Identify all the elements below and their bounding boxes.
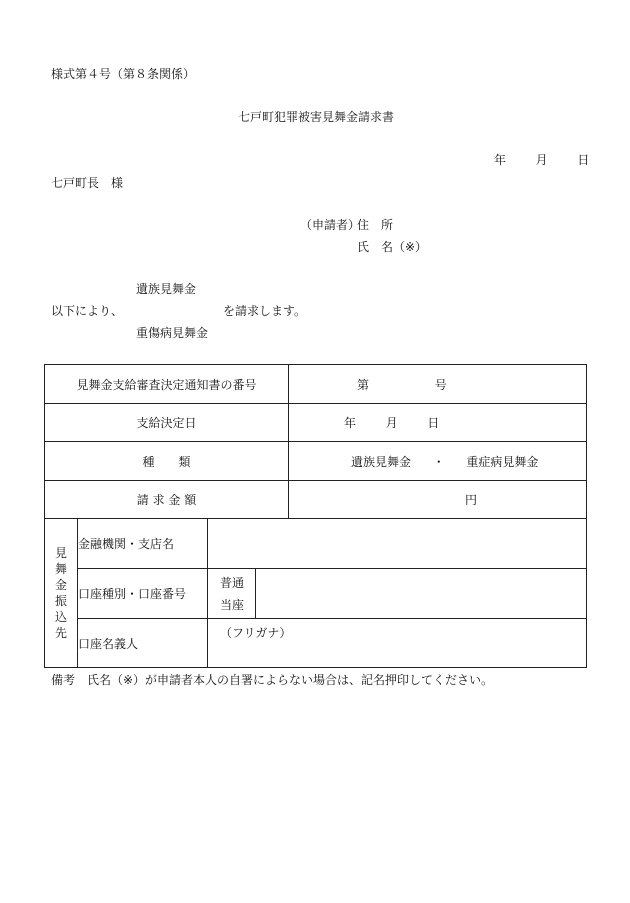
table-row-bank-institution [45, 519, 587, 569]
applicant-address-label: 住 所 [357, 218, 394, 232]
table-row-type [45, 442, 587, 481]
table-row-notice-number [45, 365, 587, 404]
side-char: 先 [54, 626, 67, 640]
request-prefix: 以下により、 [51, 304, 124, 318]
side-char: 込 [54, 610, 67, 624]
application-table [44, 364, 587, 668]
holder-label: 口座名義人 [78, 619, 208, 668]
request-option-bereaved: 遺族見舞金 [136, 282, 197, 296]
date-day: 日 [577, 153, 590, 167]
amount-label: 請 求 金 額 [45, 481, 289, 519]
account-type-cell[interactable] [208, 569, 256, 619]
type-value[interactable] [289, 442, 587, 481]
date-line [494, 154, 589, 166]
table-row-bank-account [45, 569, 587, 619]
side-char: 振 [54, 594, 67, 608]
notice-number-suffix: 号 [434, 377, 447, 392]
decision-date-value[interactable] [289, 404, 587, 442]
holder-value[interactable] [208, 619, 587, 668]
account-number-value[interactable] [256, 569, 587, 619]
notice-number-prefix: 第 [357, 377, 370, 392]
bank-transfer-side-label [45, 519, 78, 668]
date-month: 月 [535, 153, 548, 167]
decision-month: 月 [385, 416, 398, 430]
account-label: 口座種別・口座番号 [78, 569, 208, 619]
decision-date-label: 支給決定日 [45, 404, 289, 442]
side-char: 金 [54, 578, 67, 592]
request-option-injury: 重傷病見舞金 [136, 326, 209, 340]
type-option-injury[interactable]: 重症病見舞金 [466, 454, 539, 469]
side-char: 見 [54, 546, 67, 560]
amount-value[interactable] [289, 481, 587, 519]
addressee: 七戸町長 様 [51, 176, 124, 190]
decision-day: 日 [427, 416, 440, 430]
notice-number-value[interactable] [289, 365, 587, 404]
form-title: 七戸町犯罪被害見舞金請求書 [238, 110, 395, 124]
type-label: 種 類 [45, 442, 289, 481]
notice-number-label: 見舞金支給審査決定通知書の番号 [45, 365, 289, 404]
date-year: 年 [494, 153, 507, 167]
form-number: 様式第４号（第８条関係） [51, 67, 196, 81]
table-row-amount [45, 481, 587, 519]
remarks-note: 備考 氏名（※）が申請者本人の自署によらない場合は、記名押印してください。 [51, 673, 494, 687]
side-char: 舞 [54, 562, 67, 576]
decision-year: 年 [344, 416, 357, 430]
account-type-ordinary[interactable]: 普通 [220, 575, 245, 590]
account-type-checking[interactable]: 当座 [220, 597, 245, 612]
type-option-bereaved[interactable]: 遺族見舞金 [351, 454, 412, 469]
furigana-label: （フリガナ） [220, 626, 292, 640]
type-separator: ・ [432, 454, 445, 469]
table-row-decision-date [45, 404, 587, 442]
request-suffix: を請求します。 [223, 304, 307, 318]
applicant-name-label: 氏 名（※） [357, 240, 428, 254]
institution-value[interactable] [208, 519, 587, 569]
institution-label: 金融機関・支店名 [78, 519, 208, 569]
table-row-bank-holder [45, 619, 587, 668]
amount-unit: 円 [465, 493, 478, 507]
applicant-label: （申請者） [300, 218, 361, 232]
